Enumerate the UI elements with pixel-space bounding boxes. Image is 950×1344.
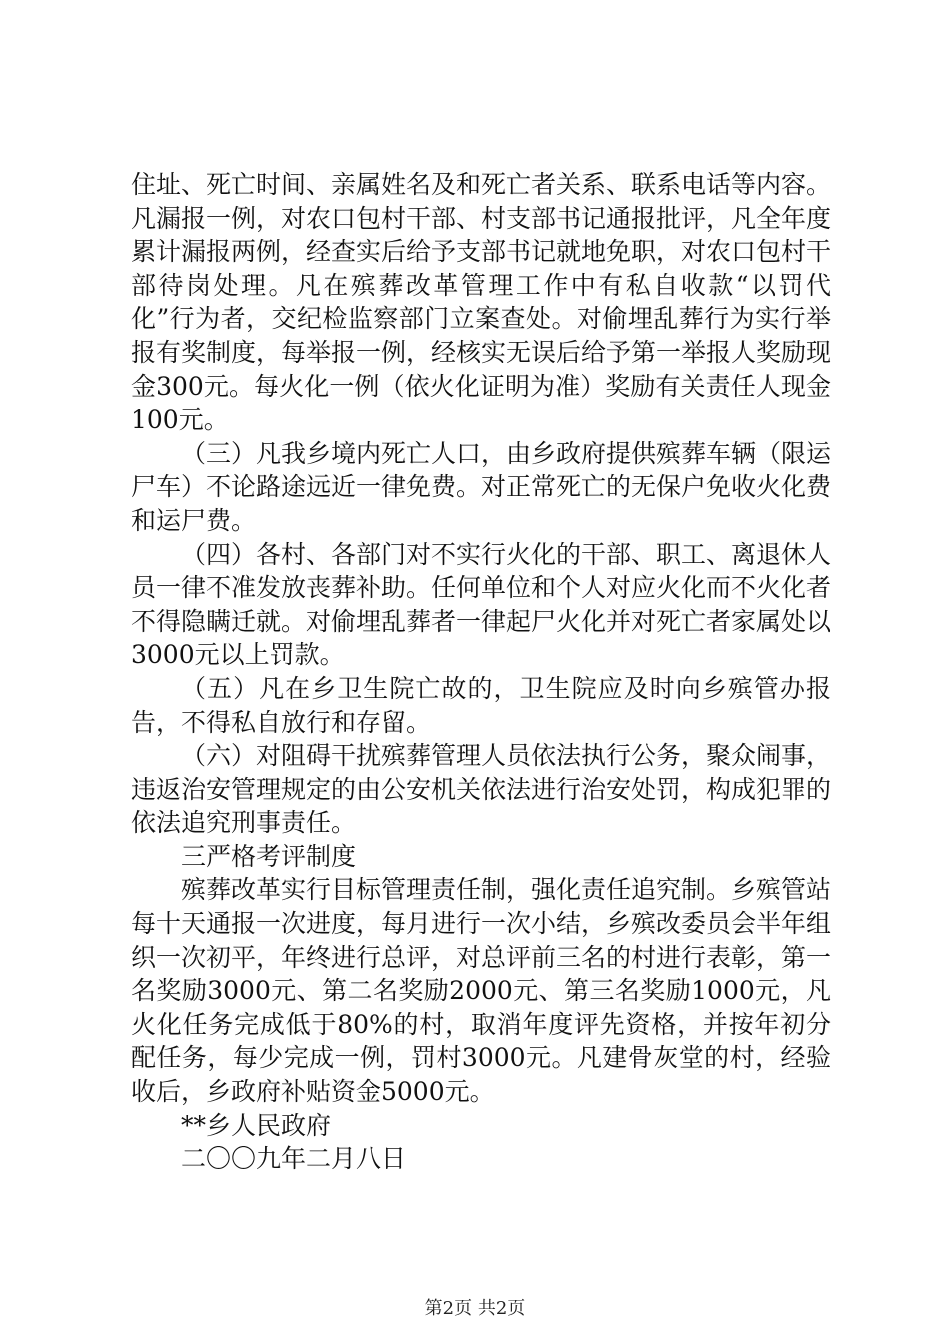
paragraph-item-5: （五）凡在乡卫生院亡故的，卫生院应及时向乡殡管办报告，不得私自放行和存留。 bbox=[131, 673, 831, 737]
page-number-footer: 第2页 共2页 bbox=[424, 1298, 526, 1319]
document-body bbox=[131, 168, 831, 1176]
paragraph-evaluation: 殡葬改革实行目标管理责任制，强化责任追究制。乡殡管站每十天通报一次进度，每月进行一次小结，乡殡改委员会半年组织一次初平，年终进行总评，对总评前三名的村进行表彰，第一名奖励3000元、第二名奖励2000元、第三名奖励1000元，凡火化任务完成低于80%的村，取消年度评先资格，并按年初分配任务，每少完成一例，罚村3000元。凡建骨灰堂的村，经验收后，乡政府补贴资金5000元。 bbox=[131, 875, 832, 1107]
paragraph-item-3: （三）凡我乡境内死亡人口，由乡政府提供殡葬车辆（限运尸车）不论路途远近一律免费。对正常死亡的无保户免收火化费和运尸费。 bbox=[131, 438, 832, 535]
paragraph-item-4: （四）各村、各部门对不实行火化的干部、职工、离退休人员一律不准发放丧葬补助。任何单位和个人对应火化而不火化者不得隐瞒迁就。对偷埋乱葬者一律起尸火化并对死亡者家属处以3000元以上罚款。 bbox=[131, 539, 832, 670]
section-heading: 三严格考评制度 bbox=[181, 841, 357, 871]
paragraph-item-6: （六）对阻碍干扰殡葬管理人员依法执行公务，聚众闹事，违返治安管理规定的由公安机关依法进行治安处罚，构成犯罪的依法追究刑事责任。 bbox=[131, 741, 832, 838]
paragraph-continuation: 住址、死亡时间、亲属姓名及和死亡者关系、联系电话等内容。凡漏报一例，对农口包村干部、村支部书记通报批评，凡全年度累计漏报两例，经查实后给予支部书记就地免职，对农口包村干部待岗处理。凡在殡葬改革管理工作中有私自收款“以罚代化”行为者，交纪检监察部门立案查处。对偷埋乱葬行为实行举报有奖制度，每举报一例，经核实无误后给予第一举报人奖励现金300元。每火化一例（依火化证明为准）奖励有关责任人现金100元。 bbox=[131, 170, 832, 435]
signature-date: 二〇〇九年二月八日 bbox=[181, 1144, 407, 1174]
signature-organization: **乡人民政府 bbox=[181, 1110, 332, 1140]
